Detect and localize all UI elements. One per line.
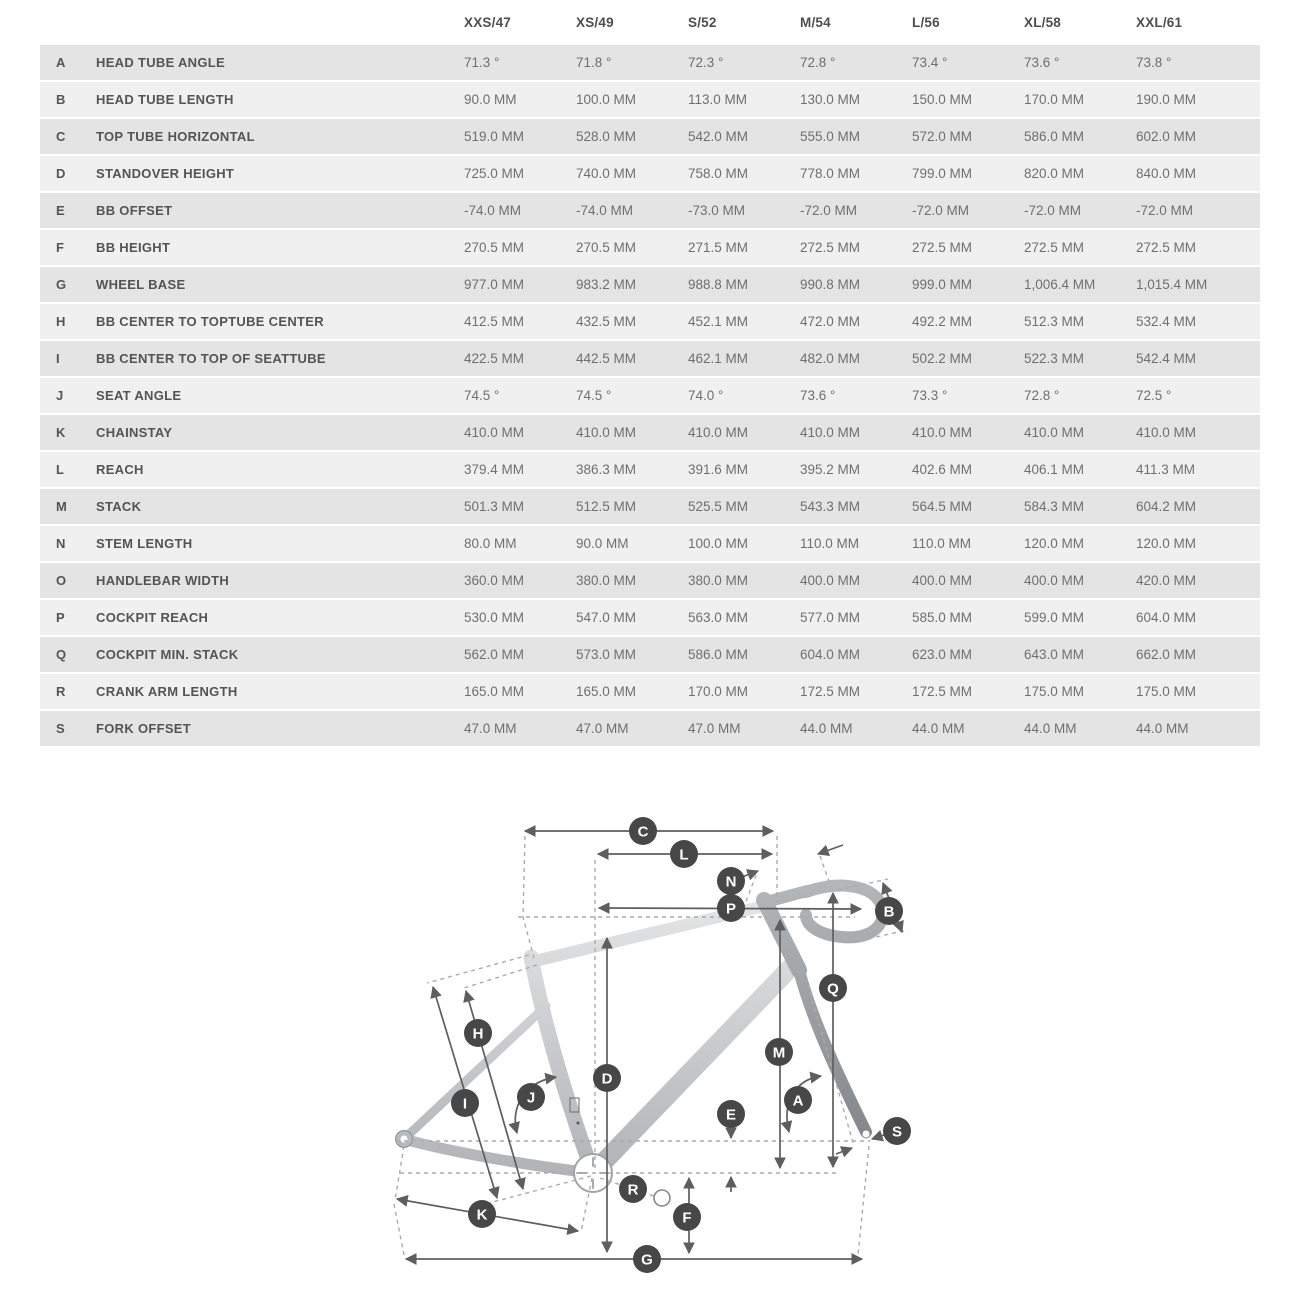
row-value: 175.0 MM: [1136, 684, 1197, 699]
row-key: C: [56, 129, 66, 144]
row-value: 586.0 MM: [1024, 129, 1085, 144]
row-value: 563.0 MM: [688, 610, 749, 625]
bike-frame-diagram-svg: [0, 780, 1300, 1300]
marker-letter-J: J: [526, 1089, 536, 1107]
row-value: 410.0 MM: [576, 425, 637, 440]
marker-letter-G: G: [641, 1251, 653, 1269]
row-value: 100.0 MM: [576, 92, 637, 107]
row-value: 542.4 MM: [1136, 351, 1197, 366]
row-value: 120.0 MM: [1024, 536, 1085, 551]
row-value: 525.5 MM: [688, 499, 749, 514]
row-value: 758.0 MM: [688, 166, 749, 181]
geometry-table-row: [40, 341, 1260, 376]
row-value: 113.0 MM: [688, 92, 748, 107]
size-column-header: XL/58: [1024, 15, 1062, 30]
row-measurement-label: STACK: [96, 499, 142, 514]
geometry-table-row: [40, 156, 1260, 191]
geometry-table-row: [40, 711, 1260, 746]
row-value: 380.0 MM: [576, 573, 637, 588]
row-value: 586.0 MM: [688, 647, 749, 662]
row-value: -73.0 MM: [688, 203, 746, 218]
row-key: Q: [56, 647, 67, 662]
row-value: 270.5 MM: [576, 240, 637, 255]
row-value: 502.2 MM: [912, 351, 973, 366]
row-measurement-label: BB CENTER TO TOP OF SEATTUBE: [96, 351, 326, 366]
row-value: 110.0 MM: [912, 536, 972, 551]
row-value: 400.0 MM: [800, 573, 861, 588]
row-value: 530.0 MM: [464, 610, 525, 625]
geometry-table-row: [40, 526, 1260, 561]
row-value: 799.0 MM: [912, 166, 973, 181]
dim-S-fork-offset-arrow-2: [836, 1148, 852, 1154]
row-value: 72.5 °: [1136, 388, 1172, 403]
row-value: -72.0 MM: [1136, 203, 1194, 218]
row-value: 80.0 MM: [464, 536, 517, 551]
row-value: 584.3 MM: [1024, 499, 1085, 514]
row-measurement-label: CRANK ARM LENGTH: [96, 684, 238, 699]
row-value: 73.6 °: [1024, 55, 1060, 70]
size-column-header: S/52: [688, 15, 717, 30]
row-measurement-label: REACH: [96, 462, 144, 477]
row-value: 402.6 MM: [912, 462, 973, 477]
row-value: 380.0 MM: [688, 573, 749, 588]
row-value: 44.0 MM: [912, 721, 965, 736]
row-value: 272.5 MM: [912, 240, 973, 255]
row-value: 47.0 MM: [688, 721, 741, 736]
row-value: 604.2 MM: [1136, 499, 1197, 514]
row-key: L: [56, 462, 64, 477]
row-value: 73.6 °: [800, 388, 836, 403]
row-value: 604.0 MM: [1136, 610, 1197, 625]
marker-letter-R: R: [627, 1181, 639, 1199]
row-value: 990.8 MM: [800, 277, 861, 292]
row-value: 175.0 MM: [1024, 684, 1085, 699]
bike-frame: [396, 886, 883, 1206]
row-value: 47.0 MM: [576, 721, 629, 736]
row-key: S: [56, 721, 65, 736]
row-measurement-label: HANDLEBAR WIDTH: [96, 573, 230, 588]
row-value: 165.0 MM: [464, 684, 525, 699]
row-value: 72.3 °: [688, 55, 724, 70]
row-value: 150.0 MM: [912, 92, 973, 107]
row-value: 360.0 MM: [464, 573, 525, 588]
row-value: 983.2 MM: [576, 277, 637, 292]
row-value: 110.0 MM: [800, 536, 860, 551]
row-value: -72.0 MM: [912, 203, 970, 218]
row-measurement-label: STEM LENGTH: [96, 536, 193, 551]
row-value: 271.5 MM: [688, 240, 749, 255]
row-value: 522.3 MM: [1024, 351, 1085, 366]
seat-tube-dot: [577, 1122, 580, 1125]
marker-letter-M: M: [772, 1044, 786, 1062]
row-key: R: [56, 684, 66, 699]
geometry-table-row: [40, 267, 1260, 302]
marker-letter-I: I: [462, 1095, 468, 1113]
row-value: 840.0 MM: [1136, 166, 1197, 181]
row-value: 410.0 MM: [464, 425, 525, 440]
row-value: 512.5 MM: [576, 499, 637, 514]
row-value: 725.0 MM: [464, 166, 525, 181]
geometry-table-row: [40, 600, 1260, 635]
row-value: 74.5 °: [464, 388, 500, 403]
row-value: 170.0 MM: [1024, 92, 1085, 107]
row-measurement-label: HEAD TUBE LENGTH: [96, 92, 234, 107]
row-key: F: [56, 240, 64, 255]
size-column-header: L/56: [912, 15, 940, 30]
row-measurement-label: WHEEL BASE: [96, 277, 186, 292]
row-value: 170.0 MM: [688, 684, 749, 699]
row-value: 411.3 MM: [1136, 462, 1196, 477]
row-value: 492.2 MM: [912, 314, 973, 329]
row-value: 72.8 °: [800, 55, 836, 70]
row-value: 778.0 MM: [800, 166, 861, 181]
geometry-table-row: [40, 637, 1260, 672]
row-value: 412.5 MM: [464, 314, 525, 329]
seat-tube-top-cap: [524, 950, 538, 964]
row-value: 547.0 MM: [576, 610, 637, 625]
geometry-table-row: [40, 304, 1260, 339]
row-key: M: [56, 499, 67, 514]
geometry-table-row: [40, 378, 1260, 413]
row-value: 432.5 MM: [576, 314, 637, 329]
crank-pedal-circle: [654, 1190, 670, 1206]
row-value: 410.0 MM: [1136, 425, 1197, 440]
row-value: 71.8 °: [576, 55, 612, 70]
row-value: 740.0 MM: [576, 166, 637, 181]
row-measurement-label: COCKPIT MIN. STACK: [96, 647, 239, 662]
marker-letter-A: A: [792, 1092, 804, 1110]
row-value: 623.0 MM: [912, 647, 973, 662]
geometry-table-row: [40, 415, 1260, 450]
row-key: E: [56, 203, 65, 218]
row-value: 172.5 MM: [912, 684, 973, 699]
row-measurement-label: HEAD TUBE ANGLE: [96, 55, 225, 70]
row-value: 272.5 MM: [1136, 240, 1197, 255]
row-value: 662.0 MM: [1136, 647, 1197, 662]
chainstay-tube: [404, 1139, 593, 1173]
row-value: 543.3 MM: [800, 499, 861, 514]
row-value: 602.0 MM: [1136, 129, 1197, 144]
row-measurement-label: TOP TUBE HORIZONTAL: [96, 129, 255, 144]
row-value: 501.3 MM: [464, 499, 525, 514]
row-key: H: [56, 314, 66, 329]
row-value: -74.0 MM: [464, 203, 522, 218]
row-measurement-label: BB CENTER TO TOPTUBE CENTER: [96, 314, 324, 329]
row-value: 528.0 MM: [576, 129, 637, 144]
row-value: 74.0 °: [688, 388, 724, 403]
size-header-row: [40, 0, 1260, 45]
row-measurement-label: CHAINSTAY: [96, 425, 173, 440]
marker-letter-N: N: [725, 873, 737, 891]
row-value: 555.0 MM: [800, 129, 861, 144]
geometry-table-row: [40, 193, 1260, 228]
row-value: 73.8 °: [1136, 55, 1172, 70]
row-value: 519.0 MM: [464, 129, 525, 144]
row-value: 73.3 °: [912, 388, 948, 403]
dim-N-stem-arrow-2: [818, 845, 843, 854]
row-value: 90.0 MM: [576, 536, 629, 551]
row-value: 71.3 °: [464, 55, 500, 70]
row-value: 44.0 MM: [800, 721, 853, 736]
row-value: 386.3 MM: [576, 462, 637, 477]
row-value: 1,015.4 MM: [1136, 277, 1208, 292]
row-value: 74.5 °: [576, 388, 612, 403]
row-value: 90.0 MM: [464, 92, 517, 107]
head-tube: [764, 900, 799, 970]
row-value: 270.5 MM: [464, 240, 525, 255]
row-measurement-label: COCKPIT REACH: [96, 610, 209, 625]
geometry-table-row: [40, 119, 1260, 154]
marker-letter-L: L: [679, 846, 689, 864]
row-value: 272.5 MM: [1024, 240, 1085, 255]
row-value: 452.1 MM: [688, 314, 749, 329]
row-value: 410.0 MM: [800, 425, 861, 440]
marker-letter-C: C: [637, 823, 649, 841]
row-value: 379.4 MM: [464, 462, 525, 477]
geometry-table-row: [40, 674, 1260, 709]
geometry-table: [40, 0, 1260, 748]
row-value: 73.4 °: [912, 55, 948, 70]
row-value: 400.0 MM: [912, 573, 973, 588]
row-value: 47.0 MM: [464, 721, 517, 736]
row-value: 410.0 MM: [688, 425, 749, 440]
row-value: 577.0 MM: [800, 610, 861, 625]
row-key: N: [56, 536, 66, 551]
row-value: 190.0 MM: [1136, 92, 1197, 107]
row-value: 165.0 MM: [576, 684, 637, 699]
row-value: 420.0 MM: [1136, 573, 1197, 588]
row-value: 462.1 MM: [688, 351, 749, 366]
row-value: 572.0 MM: [912, 129, 973, 144]
seattop-perp-dashed: [427, 955, 529, 983]
row-key: O: [56, 573, 67, 588]
row-measurement-label: BB HEIGHT: [96, 240, 171, 255]
row-value: 599.0 MM: [1024, 610, 1085, 625]
row-value: 120.0 MM: [1136, 536, 1197, 551]
row-value: 72.8 °: [1024, 388, 1060, 403]
row-value: 643.0 MM: [1024, 647, 1085, 662]
marker-letter-B: B: [883, 903, 895, 921]
marker-letter-F: F: [682, 1209, 692, 1227]
row-value: 422.5 MM: [464, 351, 525, 366]
row-key: I: [56, 351, 60, 366]
wheelbase-ext-dashed-right: [858, 1146, 869, 1255]
row-value: 512.3 MM: [1024, 314, 1085, 329]
row-measurement-label: BB OFFSET: [96, 203, 173, 218]
row-value: 410.0 MM: [1024, 425, 1085, 440]
steering-axis-dashed: [808, 985, 854, 1146]
seat-axis-extension-dashed: [523, 836, 534, 958]
handlebar-drop: [806, 886, 883, 938]
row-value: -72.0 MM: [1024, 203, 1082, 218]
marker-letter-D: D: [601, 1070, 613, 1088]
marker-letter-P: P: [725, 900, 737, 918]
row-value: 573.0 MM: [576, 647, 637, 662]
row-value: 562.0 MM: [464, 647, 525, 662]
row-value: 442.5 MM: [576, 351, 637, 366]
row-key: A: [56, 55, 66, 70]
row-value: 532.4 MM: [1136, 314, 1197, 329]
row-value: 400.0 MM: [1024, 573, 1085, 588]
dim-S-fork-offset-arrow: [872, 1135, 884, 1139]
row-value: 482.0 MM: [800, 351, 861, 366]
row-value: 391.6 MM: [688, 462, 749, 477]
geometry-rows: [40, 45, 1260, 746]
geometry-table-row: [40, 489, 1260, 524]
row-value: 395.2 MM: [800, 462, 861, 477]
row-key: D: [56, 166, 66, 181]
frame-geometry-diagram: [0, 780, 1300, 1300]
row-value: 172.5 MM: [800, 684, 861, 699]
row-key: P: [56, 610, 65, 625]
row-value: 406.1 MM: [1024, 462, 1085, 477]
geometry-table-row: [40, 563, 1260, 598]
row-value: 999.0 MM: [912, 277, 973, 292]
row-value: 1,006.4 MM: [1024, 277, 1096, 292]
row-value: 100.0 MM: [688, 536, 749, 551]
row-key: J: [56, 388, 64, 403]
geometry-table-row: [40, 230, 1260, 265]
row-value: 44.0 MM: [1024, 721, 1077, 736]
row-measurement-label: SEAT ANGLE: [96, 388, 182, 403]
row-key: K: [56, 425, 66, 440]
row-value: 472.0 MM: [800, 314, 861, 329]
front-axle-hole: [862, 1130, 870, 1138]
row-key: B: [56, 92, 66, 107]
row-value: 130.0 MM: [800, 92, 861, 107]
size-column-header: XXL/61: [1136, 15, 1183, 30]
geometry-table-row: [40, 452, 1260, 487]
row-value: 542.0 MM: [688, 129, 749, 144]
geometry-table-row: [40, 82, 1260, 117]
marker-letter-S: S: [891, 1123, 903, 1141]
wheelbase-ext-dashed-left: [394, 1204, 404, 1255]
toptube-perp-dashed: [461, 965, 537, 989]
row-measurement-label: STANDOVER HEIGHT: [96, 166, 235, 181]
size-column-header: XS/49: [576, 15, 614, 30]
marker-letter-K: K: [476, 1206, 488, 1224]
row-value: 410.0 MM: [912, 425, 973, 440]
row-value: 988.8 MM: [688, 277, 749, 292]
row-value: 585.0 MM: [912, 610, 973, 625]
row-value: 820.0 MM: [1024, 166, 1085, 181]
row-value: 272.5 MM: [800, 240, 861, 255]
row-value: 564.5 MM: [912, 499, 973, 514]
marker-letter-Q: Q: [827, 980, 839, 998]
size-column-header: M/54: [800, 15, 831, 30]
row-key: G: [56, 277, 67, 292]
row-value: -74.0 MM: [576, 203, 634, 218]
row-measurement-label: FORK OFFSET: [96, 721, 192, 736]
size-column-header: XXS/47: [464, 15, 511, 30]
row-value: 44.0 MM: [1136, 721, 1189, 736]
geometry-table-row: [40, 45, 1260, 80]
marker-letter-H: H: [472, 1025, 484, 1043]
marker-letter-E: E: [725, 1106, 737, 1124]
row-value: 604.0 MM: [800, 647, 861, 662]
row-value: 977.0 MM: [464, 277, 525, 292]
row-value: -72.0 MM: [800, 203, 858, 218]
